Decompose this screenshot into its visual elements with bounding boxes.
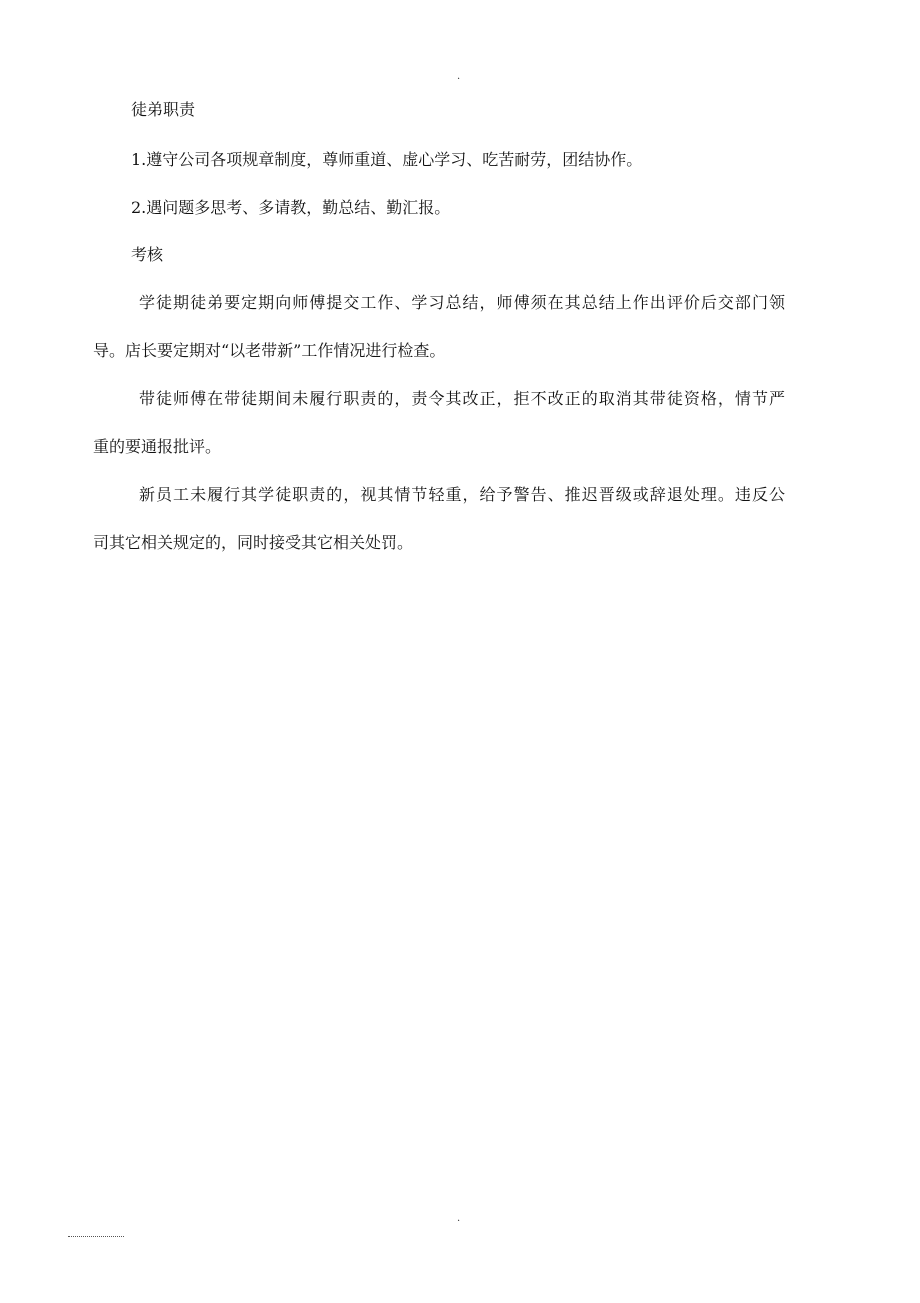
section-heading-apprentice-duties: 徒弟职责 [131, 100, 196, 119]
header-mark: . [457, 71, 461, 82]
document-body [93, 98, 785, 555]
duty-item-2: 2.遇问题多思考、多请教，勤总结、勤汇报。 [131, 198, 451, 217]
assessment-paragraph-2-line-1: 带徒师傅在带徒期间未履行职责的，责令其改正，拒不改正的取消其带徒资格，情节严 [139, 389, 785, 408]
duty-item-1: 1.遵守公司各项规章制度，尊师重道、虚心学习、吃苦耐劳，团结协作。 [131, 150, 643, 169]
assessment-paragraph-3-line-1: 新员工未履行其学徒职责的，视其情节轻重，给予警告、推迟晋级或辞退处理。违反公 [139, 485, 785, 504]
assessment-paragraph-3-line-2: 司其它相关规定的，同时接受其它相关处罚。 [93, 533, 414, 552]
assessment-paragraph-1-line-1: 学徒期徒弟要定期向师傅提交工作、学习总结，师傅须在其总结上作出评价后交部门领 [139, 293, 785, 312]
assessment-paragraph-1-line-2: 导。店长要定期对“以老带新”工作情况进行检查。 [93, 341, 446, 360]
assessment-paragraph-2-line-2: 重的要通报批评。 [93, 437, 222, 456]
footer-mark: . [457, 1213, 461, 1224]
section-heading-assessment: 考核 [131, 245, 164, 264]
footer-rule [68, 1236, 124, 1237]
